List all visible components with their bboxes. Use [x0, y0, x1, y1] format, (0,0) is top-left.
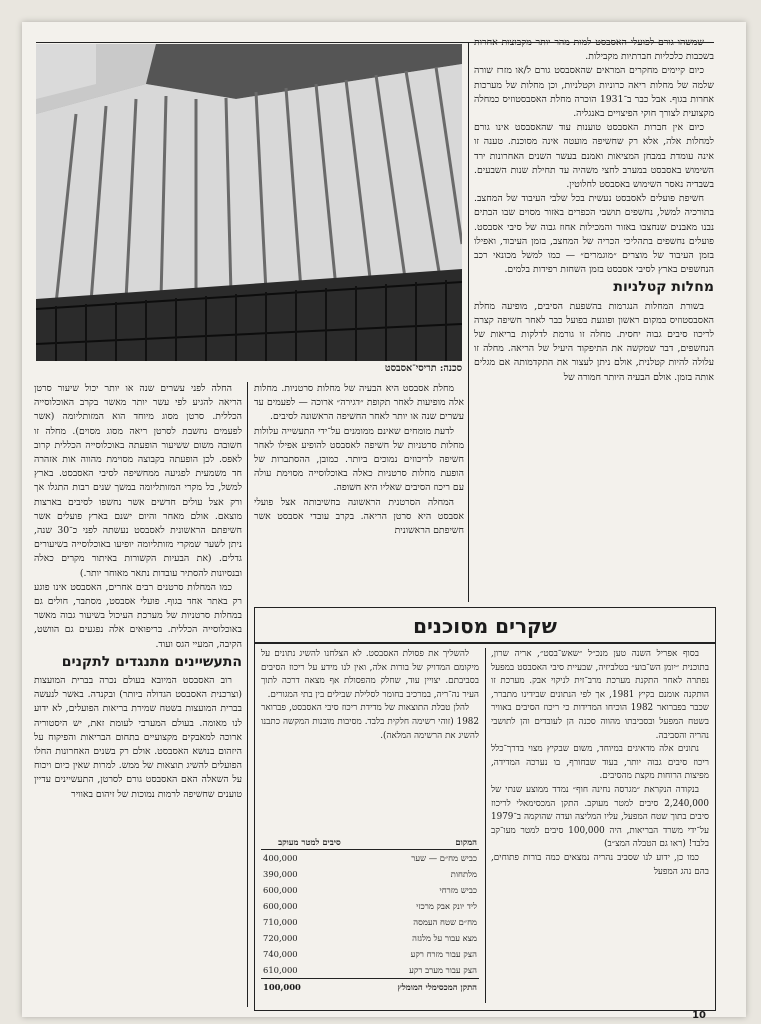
paragraph: חשיפת פועלים לאסבסט נעשית בכל שלבי העיבוד של המחצב. בתורכיה למשל, נחשפים תושבי הכפרים באזור מסוים שבו הבתים נבנו מאבנים שנחצבו באזור והמכילות אחוז גבוה של סיבי אסבסט. פועלים נחשפים בתהליכי הכריה של המחצב, בזמן העיבוד, ואפילו בזמן העיבוד של מוצרים ״מוגמרים״ — כמו למשל מכונאי רכב הנחשפים בארץ לסיבי אסבסט בזמן השחזת רפידות בלמים. — [474, 193, 714, 276]
paragraph: כיום קיימים מחקרים המראים שהאסבסט גורם ל/או מזרז שורה שלמה של מחלות ריאה כרוניות וקטלניות, וכן מחלות של מערכות אחרות בגוף. אבל כבר ב־1931 הוכרה מחלת האסבסטוזיס כמחלה מקצועית לצורך חוקי הפיצויים באנגליה. — [474, 65, 714, 120]
paragraph: להלן טבלת התוצאות של מדידת ריכוז סיבי האסבסט, פברואר 1982 (זוהי רשימה חלקית בלבד. מסיבות מובנות המקשה כתבנו להשיג את הרשימה המלאה). — [261, 703, 479, 741]
table-cell-place: מח״ם שטח העמסה — [413, 917, 477, 927]
paragraph: שמשהו גורם לפועלי האסבסט למות מהר יותר מקבוצות אחרות בשכבות כלכליות חברתיות מקבילות. — [474, 37, 714, 63]
table-cell-value: 610,000 — [263, 965, 298, 975]
table-cell-value: 100,000 — [261, 979, 358, 996]
box-title: שקרים מסוכנים — [413, 614, 557, 638]
page-number: 10 — [692, 1010, 706, 1021]
table-cell-value: 400,000 — [263, 853, 298, 863]
middle-column — [254, 382, 464, 602]
box-column-rule — [485, 648, 486, 1003]
table-cell-value: 600,000 — [263, 901, 298, 911]
paragraph: בסוף אפריל השנה טען מנכ״ל ״שאש־בסט״, אריה שרון, בתוכנית ״יומן הש־בוע״ בטלביזיה, שבעיית סיבי האסבסט במפעל נפתרה לאחר התקנת מערכת מרב־זית לניקוי אבק. מערכת זו הותקנה אומנם בקיץ 1981, אך לפי הנתונים שבידינו מתברר, שכבר בפברואר 1982 הוכיחו המדידות כי ריכוז הסיבים באוויר בשטח המפעל ובסביבתו מהווה סכנה הן לעובדים והן לתושבי נהריה והסביבה. — [491, 649, 709, 741]
paragraph: רוב האסבסט המיובא בעולם נכרה בברית המועצות (וצרכנית האסבסט הגדולה ביותר) ובקנדה. באשר לנעשה בברית המועצות בשטח שמירת בריאות הפועלים, לא ידוע לנו מאומה. בעולם המערבי לעומת זאת, יש היסטוריה ארוכה למאבקים מקצועיים בתחום הבריאות והפיקוח על היזהום בנושא האסבסט. אולם רק בשנים האחרונות החלו הפועלים להשיג תוצאות של ממש. למרות שאין כיום ויכוח על השאלה האם האסבסט גורם לסרטן, התעשיינים עדיין טוענים שחשיפה לרמות נמוכות של זיהום באוויר — [34, 675, 242, 800]
table-row — [261, 962, 479, 979]
box-right-text — [491, 648, 709, 1006]
section-heading: התעשיינים מתנגדים לתקנים — [61, 653, 242, 670]
column-rule — [468, 42, 469, 602]
fiber-table — [261, 836, 479, 995]
paragraph: בנקודה הנקראת ״מגרסה נחינה חוף״ נמדד ממוצע שנתי של 2,240,000 סיבים למטר מעוקב. התקן המכסימאלי לריכוז סיבים בתוך שטח המפעל, עליו המליצה ועדה שהוקמה ב־1979 על־ידי משרד הבריאות, היה 100,000 סיבים למטר מעו־קב בלבד! (ראו גם הטבלה המצ״ב) — [491, 784, 709, 850]
table-total-row — [261, 979, 479, 996]
box-title-rule — [255, 642, 715, 644]
table-cell-place: כביש מח״ם — שער — [411, 853, 477, 863]
table-row — [261, 866, 479, 882]
sidebar-box — [254, 607, 716, 1011]
paragraph: בשורת המחלות הנגרמות בהשפעת הסיבים, מופיעה מחלת האסבסטוזיס במקום ראשון ופוגעת בפועל כבר לאחר חשיפה קצרה לריכוז סיבים גבוה יחסית. מחלה זו גורמת לדלקות בריאות של הנחשפים, דבר שמקשה את התיפקוד היעיל של הריאה. מחלה זו עלולה להיות קטלנית, אולם ניתן לעצור את התקדמותה אם מגלים אותה בזמן. אולם הבעיה היותר חמורה של — [474, 300, 714, 383]
paragraph: המחלה הסרטנית הראשונה בחשיבותה אצל פועלי אסבסט היא סרטן הריאה. בקרב עובדי אסבסט אשר חשיפתם הראשונית — [254, 496, 464, 537]
table-cell-place: מצא עבור על מלגזה — [412, 933, 477, 943]
table-cell-value: 740,000 — [263, 949, 298, 959]
table-cell-value: 600,000 — [263, 885, 298, 895]
fiber-table-wrap — [261, 836, 479, 995]
right-column — [474, 36, 714, 602]
photo-illustration — [36, 44, 462, 361]
table-cell-place: ליד יונק אבק מרכזי — [416, 901, 477, 911]
paragraph: כיום אין חברות האסבסט טוענות עוד שהאסבסט אינו גורם למחלות אלה, אלא רק שחשיפה מועטה אינה מסוכנת. טענה זו אינה עומדת במבחן המציאות ואמנם בעשר השנים האחרונות ירד השימוש באסבסט במערב לחצי משהיה עד תחילת שנות השבעים. בשבדיה נאסר השימוש באסבסט לחלוטין. — [474, 122, 714, 191]
table-row — [261, 882, 479, 898]
photo-caption: סכנה: תריסי־אסבסט — [384, 363, 462, 374]
paragraph: כמו המחלות סרטנים רבים אחרים, האסבסט אינו פוגע רק באתר אחד בגוף. פועלי אסבסט, מסתבר, חולים גם במחלות סרטניות של מערכת העיכול בשיעור גבוה מאשר באוכלוסייה הכללית. בריפואים אלה נפגעים גם הוושט, הקיבה, המעיי הגס ועוד. — [34, 581, 242, 650]
left-column — [34, 382, 242, 1007]
table-cell-value: 720,000 — [263, 933, 298, 943]
table-cell-place: כביש מזרחי — [439, 885, 477, 895]
table-row — [261, 946, 479, 962]
paragraph: החלה לפני עשרים שנה או יותר יכול שיעור סרטן הריאה להגיע לפי עשר יותר מאשר בקרב האוכלוסייה הכללית. סרטן מסוג מיוחד הוא המזותליומה (אשר לפעמים נחשבת לסרטן ריאה מסוג מסוים). מחלה זו חשובה משום ששיעור הופעתה באוכלוסייה הכללית קרוב לאפס. לכן הופעתה בקבוצה מסוימת מהווה אות אזהרה חד משמעית לפגיעה ממחשיפה לסיבי האסבסט. בארץ למשל, כל מקרי המזותליומה במשך שנים רבות התגלו אך ורק אצל עולים חדשים אשר נחשפו לסיבים בארצות מוצאם. אולם מאחר והיום ישנם בארץ פועלים אשר חשיפתם הראשונית לאסבסט נעשתה לפני כ־30 שנה, ניתן לשער שמקרי מזותליומה יופיעו באוכלוסייה בשיעורים גדלים. (את הבעיות הקשורות באיתור מקרים כאלה ובנסיונות להסתיר עובדות נתאר מאוחר יותר.) — [34, 383, 242, 579]
paragraph: להשליך את פסולת האסבסט. לא הצלחנו להשיג נתונים על מיקומם המדויק של בורות אלה, ואין לנו מידע על ריכוז הסיבים בסביבתם. יצויין עוד, שחלק מהפסולת אף מצאה דרכה לתוך העיר נה־ריה, במרכיב בחומר לסלילת שבילים בין בתי המגורים. — [261, 649, 479, 700]
paragraph: כמו כן, ידוע לנו שסביב נהריה נמצאים כמה בורות פתוחים, בהם נהג המפעל — [491, 852, 709, 877]
table-header-place: המקום — [358, 836, 479, 850]
table-cell-value: 390,000 — [263, 869, 298, 879]
table-row — [261, 850, 479, 867]
table-cell-value: 710,000 — [263, 917, 298, 927]
paragraph: נתונים אלה מדאיגים במיוחד, משום שבקיץ מצוי בדרך־כלל ריכוז סיבים גבוה יותר, בעוד שבחורף, בו נערכה המדידה, מפיצות הרוחות מקצת מהסיבים. — [491, 744, 709, 782]
magazine-page — [22, 22, 746, 1021]
paragraph: מחלת אסבסט היא הבעיה של מחלות סרטניות. מחלות אלה מופיעות לאחר תקופת ״דגירה״ ארוכה — לפעמים עד עשרים שנה או יותר לאחר החשיפה הראשונה לסיבים. — [254, 383, 464, 423]
table-row — [261, 898, 479, 914]
table-row — [261, 930, 479, 946]
box-left-text — [261, 648, 479, 838]
paragraph: לדעת מומחים שאינם ממומנים על־ידי התעשייה עלולות מחלות סרטניות של חשיפה לאסבסט להופיע אפילו לאחר חשיפה לריכוזים נמוכים ביותר. כמובן, ההסתברות של הופעת מחלות סרטניות כאלה באוכלוסייה מסוימת עולה עם ריכוז הסיבים שאליו היא חשופה. — [254, 425, 464, 494]
table-cell-place: מלתחות — [450, 869, 477, 879]
column-rule — [247, 382, 248, 1007]
table-cell-place: הצק עבור מזרח רקע — [410, 949, 477, 959]
table-header-fibers: סיבים למטר מעוקב — [261, 836, 358, 850]
table-row — [261, 914, 479, 930]
section-heading: מחלות קטלניות — [613, 279, 714, 296]
table-cell-place: התקן המכסימלי המומלץ — [358, 979, 479, 996]
table-cell-place: הצק עבור מערב רקע — [409, 965, 477, 975]
building-photo — [36, 44, 462, 361]
